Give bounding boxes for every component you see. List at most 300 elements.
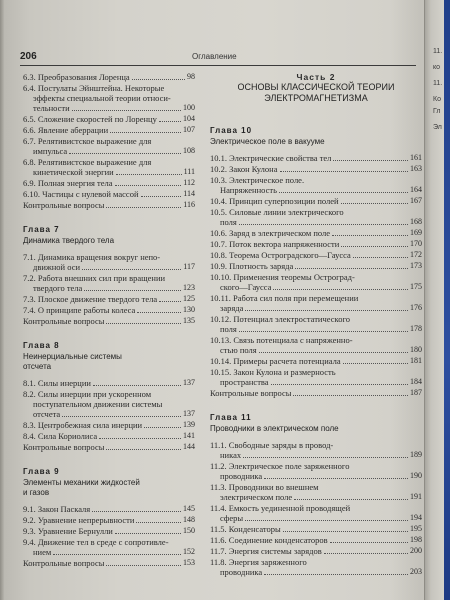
dot-leader <box>239 331 408 332</box>
toc-entry <box>23 504 195 514</box>
part-heading <box>210 72 422 104</box>
toc-entry-line <box>210 196 422 206</box>
chapter-spacer <box>210 112 422 126</box>
toc-entry-title: 9.2. Уравнение непрерывности <box>23 515 135 525</box>
toc-entry <box>210 228 422 238</box>
toc-entry-page: 163 <box>410 164 422 173</box>
toc-entry-page: 203 <box>410 567 422 576</box>
toc-entry <box>210 175 422 195</box>
toc-entry-title: Контрольные вопросы <box>23 200 105 210</box>
toc-entry-page: 176 <box>410 303 422 312</box>
toc-entry-page: 123 <box>183 283 195 292</box>
toc-entry-line <box>210 546 422 556</box>
toc-entry-title: тельности <box>33 103 70 113</box>
dot-leader <box>264 478 408 479</box>
dot-leader <box>110 132 181 133</box>
toc-entry-line <box>23 72 195 82</box>
facing-page-text: Ко <box>433 96 441 103</box>
toc-entry-page: 181 <box>410 356 422 365</box>
dot-leader <box>279 192 408 193</box>
dot-leader <box>62 416 181 417</box>
toc-entry-line <box>23 547 195 557</box>
chapter-title-line: Элементы механики жидкостей <box>23 478 140 487</box>
toc-entry-line <box>210 164 422 174</box>
toc-entry-page: 152 <box>183 547 195 556</box>
toc-entry-line <box>210 324 422 334</box>
toc-entry-title: Контрольные вопросы <box>23 558 105 568</box>
dot-leader <box>106 565 181 566</box>
dot-leader <box>92 511 181 512</box>
dot-leader <box>271 384 408 385</box>
toc-entry <box>23 442 195 452</box>
toc-entry-line <box>210 239 422 249</box>
toc-entry-line <box>210 250 422 260</box>
toc-entry-title: проводника <box>220 567 263 577</box>
chapter-label: Глава 10 <box>210 126 253 135</box>
toc-entry-title: 10.4. Принцип суперпозиции полей <box>210 196 339 206</box>
toc-entry-title: 7.3. Плоское движение твердого тела <box>23 294 158 304</box>
toc-entry-title: 10.9. Плотность заряда <box>210 261 294 271</box>
toc-entry-line <box>210 228 422 238</box>
chapter-title <box>23 236 195 246</box>
toc-entry-page: 173 <box>410 261 422 270</box>
toc-entry-page: 107 <box>183 125 195 134</box>
toc-entry <box>210 261 422 271</box>
dot-leader <box>141 196 182 197</box>
toc-entry <box>210 250 422 260</box>
toc-entry-page: 144 <box>183 442 195 451</box>
toc-entry-title: стью поля <box>220 345 257 355</box>
dot-leader <box>245 310 408 311</box>
toc-entry-line <box>23 515 195 525</box>
toc-entry-line: 6.4. Постулаты Эйнштейна. Некоторые <box>23 83 165 93</box>
toc-entry-line: 7.2. Работа внешних сил при вращении <box>23 273 166 283</box>
chapter-title-line: Электрическое поле в вакууме <box>210 137 325 146</box>
page-header <box>20 50 416 66</box>
toc-entry-title: 6.9. Полная энергия тела <box>23 178 113 188</box>
toc-entry-line <box>210 356 422 366</box>
dot-leader <box>273 289 408 290</box>
dot-leader <box>243 457 408 458</box>
toc-entry-line <box>23 378 195 388</box>
toc-entry-title: электрическом поле <box>220 492 293 502</box>
toc-entry <box>210 272 422 292</box>
toc-entry-title: 8.3. Центробежная сила инерции <box>23 420 143 430</box>
dot-leader <box>144 427 181 428</box>
toc-entry <box>210 535 422 545</box>
dot-leader <box>106 207 181 208</box>
toc-entry <box>23 305 195 315</box>
chapter-spacer <box>23 327 195 341</box>
toc-entry-line <box>210 450 422 460</box>
toc-entry-title: 10.1. Электрические свойства тел <box>210 153 332 163</box>
toc-entry-line <box>23 114 195 124</box>
dot-leader <box>293 395 408 396</box>
toc-entry-title: кинетической энергии <box>33 167 114 177</box>
toc-entry-line: 6.8. Релятивистское выражение для <box>23 157 152 167</box>
toc-entry <box>23 252 195 272</box>
toc-entry <box>23 200 195 210</box>
toc-entry-page: 150 <box>183 526 195 535</box>
chapter-title <box>23 352 195 372</box>
toc-entry-page: 161 <box>410 153 422 162</box>
toc-entry <box>210 164 422 174</box>
toc-entry-page: 153 <box>183 558 195 567</box>
toc-entry-line <box>23 146 195 156</box>
toc-entry-page: 145 <box>183 504 195 513</box>
toc-entry <box>210 314 422 334</box>
toc-entry-line <box>23 294 195 304</box>
toc-entry-page: 170 <box>410 239 422 248</box>
toc-entry-line: 11.4. Емкость уединенной проводящей <box>210 503 351 513</box>
dot-leader <box>295 268 408 269</box>
toc-entry-line: поступательном движении системы <box>33 399 163 409</box>
toc-entry-page: 137 <box>183 378 195 387</box>
toc-entry <box>23 537 195 557</box>
toc-entry-page: 117 <box>183 262 195 271</box>
toc-entry-line <box>23 442 195 452</box>
toc-entry-title: 10.6. Заряд в электрическом поле <box>210 228 331 238</box>
dot-leader <box>69 153 181 154</box>
toc-entry-title: ского—Гаусса <box>220 282 272 292</box>
toc-entry-line: 6.7. Релятивистское выражение для <box>23 136 152 146</box>
dot-leader <box>341 246 408 247</box>
toc-entry <box>23 273 195 293</box>
part-title-line: ОСНОВЫ КЛАССИЧЕСКОЙ ТЕОРИИ <box>237 82 395 92</box>
dot-leader <box>137 312 181 313</box>
toc-entry-line <box>23 103 195 113</box>
toc-entry-page: 108 <box>183 146 195 155</box>
toc-entry-line: 10.5. Силовые линии электрического <box>210 207 344 217</box>
toc-entry <box>23 431 195 441</box>
toc-entry-page: 135 <box>183 316 195 325</box>
toc-entry <box>210 239 422 249</box>
toc-entry-line <box>210 345 422 355</box>
toc-entry <box>23 114 195 124</box>
facing-page-text: 11. <box>433 80 443 87</box>
toc-entry-page: 137 <box>183 409 195 418</box>
part-title-line: ЭЛЕКТРОМАГНЕТИЗМА <box>264 93 368 103</box>
dot-leader <box>116 174 182 175</box>
toc-entry-line <box>23 189 195 199</box>
page-edge-shadow <box>0 0 4 600</box>
toc-entry-page: 112 <box>183 178 195 187</box>
dot-leader <box>294 499 408 500</box>
toc-entry-title: 10.2. Закон Кулона <box>210 164 278 174</box>
toc-entry-line: эффекты специальной теории относи- <box>33 93 171 103</box>
toc-entry <box>23 294 195 304</box>
dot-leader <box>343 363 408 364</box>
toc-entry-line <box>210 261 422 271</box>
chapter-label: Глава 11 <box>210 413 252 422</box>
dot-leader <box>264 574 408 575</box>
toc-entry-title: Контрольные вопросы <box>210 388 292 398</box>
toc-entry <box>23 378 195 388</box>
toc-entry-page: 98 <box>187 72 195 81</box>
toc-entry <box>210 367 422 387</box>
toc-entry <box>23 189 195 199</box>
toc-entry-title: нием <box>33 547 52 557</box>
toc-entry-line: 11.8. Энергия заряженного <box>210 557 307 567</box>
chapter-spacer <box>23 211 195 225</box>
dot-leader <box>245 520 408 521</box>
dot-leader <box>84 290 181 291</box>
toc-entry-title: пространства <box>220 377 269 387</box>
toc-entry-page: 125 <box>183 294 195 303</box>
toc-entry-line: 8.2. Силы инерции при ускоренном <box>23 389 152 399</box>
toc-entry-title: никах <box>220 450 242 460</box>
toc-entry-page: 172 <box>410 250 422 259</box>
toc-entry-line <box>210 388 422 398</box>
toc-entry <box>23 83 195 113</box>
toc-entry-line <box>210 377 422 387</box>
toc-entry-line <box>23 262 195 272</box>
toc-entry-title: 7.4. О принципе работы колеса <box>23 305 136 315</box>
dot-leader <box>159 301 181 302</box>
dot-leader <box>330 542 408 543</box>
toc-entry-line: 11.2. Электрическое поле заряженного <box>210 461 350 471</box>
toc-entry <box>210 524 422 534</box>
toc-entry-title: заряда <box>220 303 244 313</box>
dot-leader <box>159 121 181 122</box>
toc-entry <box>23 420 195 430</box>
dot-leader <box>53 554 181 555</box>
toc-entry-page: 178 <box>410 324 422 333</box>
toc-entry-line <box>210 282 422 292</box>
toc-entry-line <box>23 526 195 536</box>
toc-entry <box>23 389 195 419</box>
dot-leader <box>259 352 408 353</box>
chapter-label: Глава 7 <box>23 225 60 234</box>
toc-entry-line <box>23 167 195 177</box>
toc-entry <box>210 461 422 481</box>
part-label: Часть 2 <box>296 72 336 82</box>
chapter-title-line: Неинерциальные системы <box>23 352 122 361</box>
chapter-title <box>23 478 195 498</box>
toc-left-column <box>23 72 195 569</box>
toc-entry <box>210 440 422 460</box>
dot-leader <box>283 531 408 532</box>
toc-entry-page: 139 <box>183 420 195 429</box>
toc-entry-line: 10.10. Применения теоремы Остроград- <box>210 272 355 282</box>
toc-entry-line <box>210 303 422 313</box>
toc-entry-title: 9.1. Закон Паскаля <box>23 504 91 514</box>
toc-entry <box>23 125 195 135</box>
dot-leader <box>99 438 181 439</box>
toc-entry-title: 6.10. Частицы с нулевой массой <box>23 189 139 199</box>
toc-entry-line <box>23 431 195 441</box>
toc-entry <box>210 503 422 523</box>
toc-entry-line <box>23 409 195 419</box>
toc-entry <box>23 515 195 525</box>
toc-entry-title: 10.14. Примеры расчета потенциала <box>210 356 341 366</box>
toc-entry <box>210 293 422 313</box>
toc-entry-title: 8.4. Сила Кориолиса <box>23 431 98 441</box>
toc-entry-line <box>23 200 195 210</box>
toc-entry-title: сферы <box>220 513 244 523</box>
dot-leader <box>72 110 181 111</box>
page-number: 206 <box>20 51 37 62</box>
toc-entry-title: 6.3. Преобразования Лоренца <box>23 72 130 82</box>
toc-entry-line <box>210 471 422 481</box>
toc-entry-line <box>210 492 422 502</box>
toc-entry <box>210 388 422 398</box>
toc-entry-line: 10.11. Работа сил поля при перемещении <box>210 293 359 303</box>
toc-entry-page: 116 <box>183 200 195 209</box>
toc-entry-line <box>23 125 195 135</box>
chapter-label: Глава 8 <box>23 341 60 350</box>
toc-entry <box>210 546 422 556</box>
toc-entry-line <box>23 420 195 430</box>
toc-entry <box>210 335 422 355</box>
toc-entry-page: 104 <box>183 114 195 123</box>
toc-entry <box>23 157 195 177</box>
toc-entry-page: 187 <box>410 388 422 397</box>
toc-entry-line <box>23 504 195 514</box>
toc-entry <box>210 356 422 366</box>
toc-entry-line: 10.12. Потенциал электростатического <box>210 314 350 324</box>
toc-entry-page: 180 <box>410 345 422 354</box>
toc-entry-page: 164 <box>410 185 422 194</box>
dot-leader <box>353 257 408 258</box>
toc-entry-page: 190 <box>410 471 422 480</box>
toc-entry-line: 11.1. Свободные заряды в провод- <box>210 440 334 450</box>
toc-entry <box>23 136 195 156</box>
toc-entry-title: 11.5. Конденсаторы <box>210 524 281 534</box>
toc-entry-line: 10.15. Закон Кулона и размерность <box>210 367 336 377</box>
toc-entry-page: 194 <box>410 513 422 522</box>
facing-page-text: ко <box>433 64 441 71</box>
toc-entry-line <box>23 178 195 188</box>
toc-entry <box>23 178 195 188</box>
dot-leader <box>333 160 408 161</box>
dot-leader <box>115 185 182 186</box>
dot-leader <box>132 79 185 80</box>
toc-entry-page: 100 <box>183 103 195 112</box>
toc-entry-title: 6.5. Сложение скоростей по Лоренцу <box>23 114 157 124</box>
toc-entry-page: 200 <box>410 546 422 555</box>
toc-entry-title: 11.7. Энергия системы зарядов <box>210 546 322 556</box>
toc-entry-line: 11.3. Проводники во внешнем <box>210 482 319 492</box>
toc-entry-line <box>23 316 195 326</box>
toc-entry-page: 184 <box>410 377 422 386</box>
chapter-title <box>210 424 422 434</box>
toc-entry-line <box>210 513 422 523</box>
toc-entry-line <box>210 535 422 545</box>
toc-entry-page: 169 <box>410 228 422 237</box>
toc-entry-title: 9.3. Уравнение Бернулли <box>23 526 113 536</box>
chapter-label: Глава 9 <box>23 467 60 476</box>
facing-page-text: 11. <box>433 48 443 55</box>
toc-entry-title: Напряженность <box>220 185 277 195</box>
toc-entry-page: 167 <box>410 196 422 205</box>
toc-right-column <box>210 72 422 578</box>
toc-entry-title: поля <box>220 217 237 227</box>
toc-entry-title: Контрольные вопросы <box>23 316 105 326</box>
toc-entry-title: импульса <box>33 146 68 156</box>
toc-entry-page: 189 <box>410 450 422 459</box>
facing-page-text: Гл <box>433 108 441 115</box>
dot-leader <box>136 522 181 523</box>
running-title: Оглавление <box>192 52 237 61</box>
toc-entry-line: 9.4. Движение тел в среде с сопротивле- <box>23 537 169 547</box>
dot-leader <box>239 224 408 225</box>
toc-entry-line: 10.13. Связь потенциала с напряженно- <box>210 335 353 345</box>
toc-entry-line <box>210 567 422 577</box>
dot-leader <box>82 269 181 270</box>
chapter-title <box>210 137 422 147</box>
chapter-spacer <box>23 453 195 467</box>
toc-entry-page: 195 <box>410 524 422 533</box>
toc-entry-line <box>210 524 422 534</box>
toc-entry-title: движной оси <box>33 262 81 272</box>
toc-entry-line <box>23 558 195 568</box>
toc-entry-title: отсчета <box>33 409 61 419</box>
toc-entry <box>23 558 195 568</box>
toc-entry-title: 11.6. Соединение конденсаторов <box>210 535 328 545</box>
toc-entry-title: Контрольные вопросы <box>23 442 105 452</box>
toc-entry-page: 191 <box>410 492 422 501</box>
dot-leader <box>115 533 181 534</box>
dot-leader <box>106 449 181 450</box>
dot-leader <box>93 385 181 386</box>
toc-entry <box>210 153 422 163</box>
toc-entry-page: 198 <box>410 535 422 544</box>
dot-leader <box>332 235 408 236</box>
toc-entry-page: 141 <box>183 431 195 440</box>
book-cover-edge <box>444 0 450 600</box>
toc-entry-title: проводника <box>220 471 263 481</box>
toc-entry-line <box>210 217 422 227</box>
chapter-spacer <box>210 399 422 413</box>
toc-entry-page: 168 <box>410 217 422 226</box>
dot-leader <box>324 553 408 554</box>
toc-entry-line: 7.1. Динамика вращения вокруг непо- <box>23 252 161 262</box>
toc-entry-line <box>210 153 422 163</box>
toc-entry-title: поля <box>220 324 237 334</box>
toc-entry <box>23 316 195 326</box>
toc-entry-page: 111 <box>183 167 195 176</box>
toc-entry-title: 8.1. Силы инерции <box>23 378 91 388</box>
toc-entry <box>210 196 422 206</box>
toc-entry-title: 10.7. Поток вектора напряженности <box>210 239 340 249</box>
toc-entry-title: твердого тела <box>33 283 83 293</box>
toc-entry-page: 130 <box>183 305 195 314</box>
toc-entry-title: 6.6. Явление аберрации <box>23 125 109 135</box>
toc-entry-line <box>23 305 195 315</box>
toc-entry <box>210 557 422 577</box>
facing-page-text: Эл <box>433 124 442 131</box>
toc-entry-page: 175 <box>410 282 422 291</box>
toc-entry <box>23 72 195 82</box>
dot-leader <box>280 171 409 172</box>
chapter-title-line: Проводники в электрическом поле <box>210 424 339 433</box>
toc-entry <box>210 482 422 502</box>
toc-entry-line <box>210 185 422 195</box>
toc-entry-title: 10.8. Теорема Остроградского—Гаусса <box>210 250 351 260</box>
toc-entry-line <box>23 283 195 293</box>
toc-entry <box>23 526 195 536</box>
chapter-title-line: Динамика твердого тела <box>23 236 115 245</box>
chapter-title-line: отсчета <box>23 362 52 371</box>
toc-entry-line: 10.3. Электрическое поле. <box>210 175 305 185</box>
dot-leader <box>341 203 408 204</box>
chapter-title-line: и газов <box>23 488 50 497</box>
toc-entry-page: 114 <box>183 189 195 198</box>
toc-entry <box>210 207 422 227</box>
toc-entry-page: 148 <box>183 515 195 524</box>
dot-leader <box>106 323 181 324</box>
